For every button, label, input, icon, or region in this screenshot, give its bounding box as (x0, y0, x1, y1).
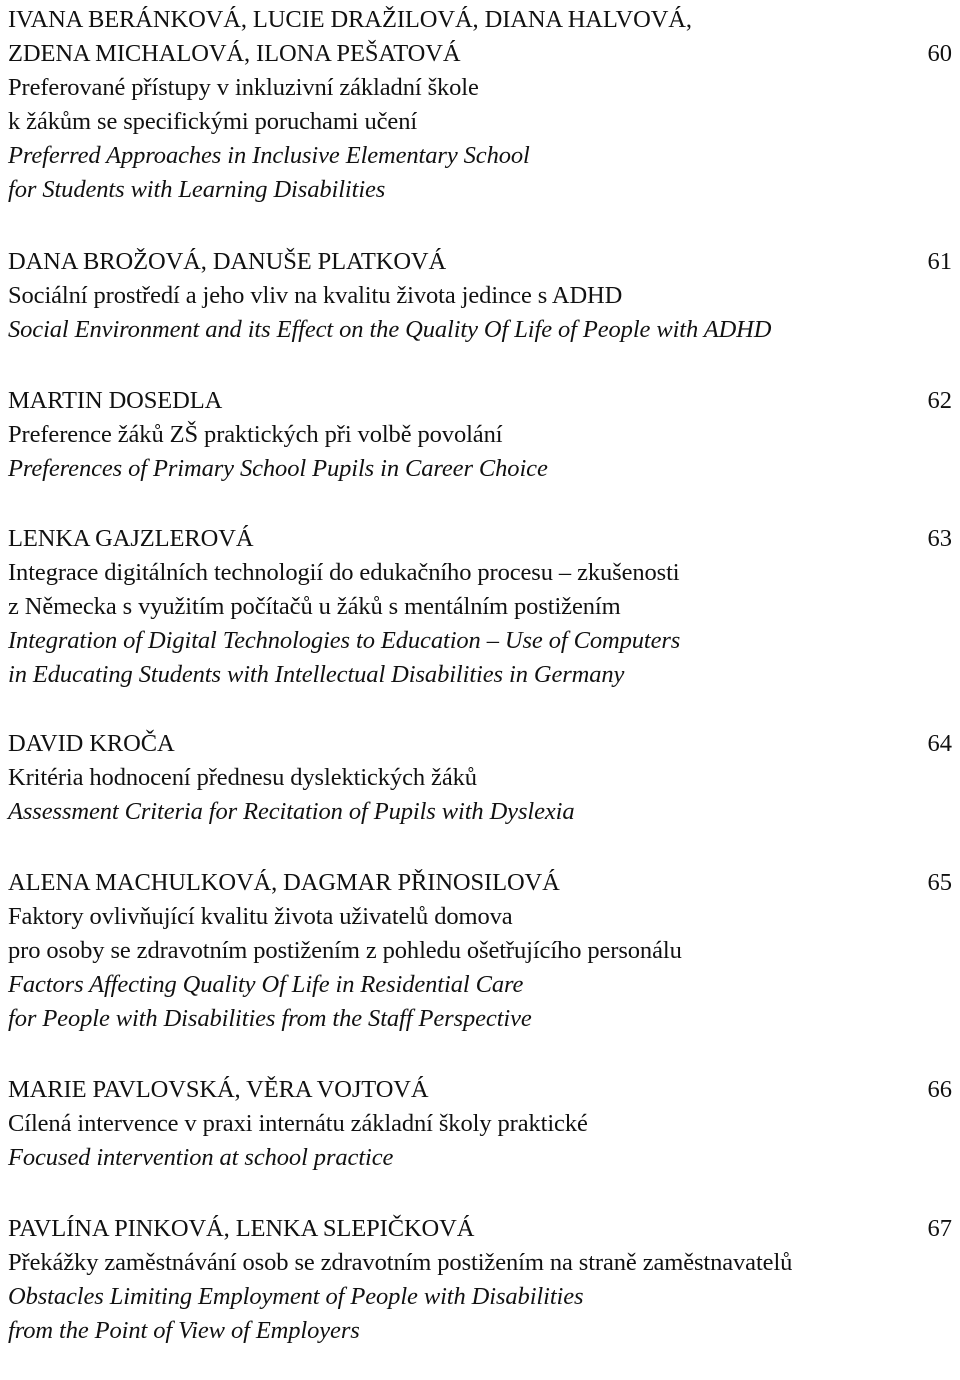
entry-title-czech: Sociální prostředí a jeho vliv na kvalitu života jedince s ADHD (8, 282, 623, 309)
entry-title-czech: Faktory ovlivňující kvalitu života uživatelů domova (8, 903, 513, 930)
entry-title-english: for People with Disabilities from the Staff Perspective (8, 1005, 532, 1032)
entry-page-number: 65 (927, 869, 952, 896)
entry-title-english: from the Point of View of Employers (8, 1317, 360, 1344)
toc-entry (8, 245, 952, 347)
entry-page-number: 60 (927, 40, 952, 67)
entry-title-english: Focused intervention at school practice (8, 1144, 394, 1171)
entry-authors: DAVID KROČA (8, 730, 175, 757)
toc-entry (8, 1073, 952, 1175)
entry-page-number: 64 (927, 730, 952, 757)
entry-title-english: Obstacles Limiting Employment of People with Disabilities (8, 1283, 584, 1310)
toc-entry (8, 1212, 952, 1348)
entry-page-number: 66 (927, 1076, 952, 1103)
entry-title-czech: Preference žáků ZŠ praktických při volbě povolání (8, 421, 503, 448)
toc-entry (8, 384, 952, 486)
entry-title-english: Social Environment and its Effect on the Quality Of Life of People with ADHD (8, 316, 772, 343)
entry-title-english: Preferred Approaches in Inclusive Elementary School (8, 142, 530, 169)
entry-title-english: Assessment Criteria for Recitation of Pupils with Dyslexia (8, 798, 575, 825)
entry-title-english: Factors Affecting Quality Of Life in Residential Care (8, 971, 524, 998)
entry-title-english: Preferences of Primary School Pupils in Career Choice (8, 455, 548, 482)
entry-authors: ALENA MACHULKOVÁ, DAGMAR PŘINOSILOVÁ (8, 869, 560, 896)
entry-title-czech: pro osoby se zdravotním postižením z pohledu ošetřujícího personálu (8, 937, 682, 964)
entry-title-english: for Students with Learning Disabilities (8, 176, 386, 203)
toc-entry (8, 866, 952, 1036)
entry-authors: MARTIN DOSEDLA (8, 387, 223, 414)
entry-authors: PAVLÍNA PINKOVÁ, LENKA SLEPIČKOVÁ (8, 1215, 475, 1242)
entry-page-number: 63 (927, 525, 952, 552)
entry-title-czech: z Německa s využitím počítačů u žáků s mentálním postižením (8, 593, 621, 620)
toc-entry (8, 522, 952, 692)
entry-title-czech: Kritéria hodnocení přednesu dyslektických žáků (8, 764, 477, 791)
toc-entry (8, 727, 952, 829)
entry-title-czech: Cílená intervence v praxi internátu základní školy praktické (8, 1110, 588, 1137)
entry-title-czech: Preferované přístupy v inkluzivní základní škole (8, 74, 479, 101)
entry-title-english: in Educating Students with Intellectual Disabilities in Germany (8, 661, 625, 688)
entry-authors: LENKA GAJZLEROVÁ (8, 525, 254, 552)
entry-page-number: 62 (927, 387, 952, 414)
entry-authors: IVANA BERÁNKOVÁ, LUCIE DRAŽILOVÁ, DIANA HALVOVÁ, (8, 6, 692, 33)
entry-authors: DANA BROŽOVÁ, DANUŠE PLATKOVÁ (8, 248, 447, 275)
entry-page-number: 67 (927, 1215, 952, 1242)
toc-entry (8, 3, 952, 207)
entry-title-czech: Integrace digitálních technologií do edukačního procesu – zkušenosti (8, 559, 680, 586)
entry-authors: MARIE PAVLOVSKÁ, VĚRA VOJTOVÁ (8, 1076, 429, 1103)
entry-authors: ZDENA MICHALOVÁ, ILONA PEŠATOVÁ (8, 40, 461, 67)
entry-page-number: 61 (927, 248, 952, 275)
entry-title-english: Integration of Digital Technologies to Education – Use of Computers (8, 627, 681, 654)
entry-title-czech: Překážky zaměstnávání osob se zdravotním postižením na straně zaměstnavatelů (8, 1249, 793, 1276)
entry-title-czech: k žákům se specifickými poruchami učení (8, 108, 418, 135)
